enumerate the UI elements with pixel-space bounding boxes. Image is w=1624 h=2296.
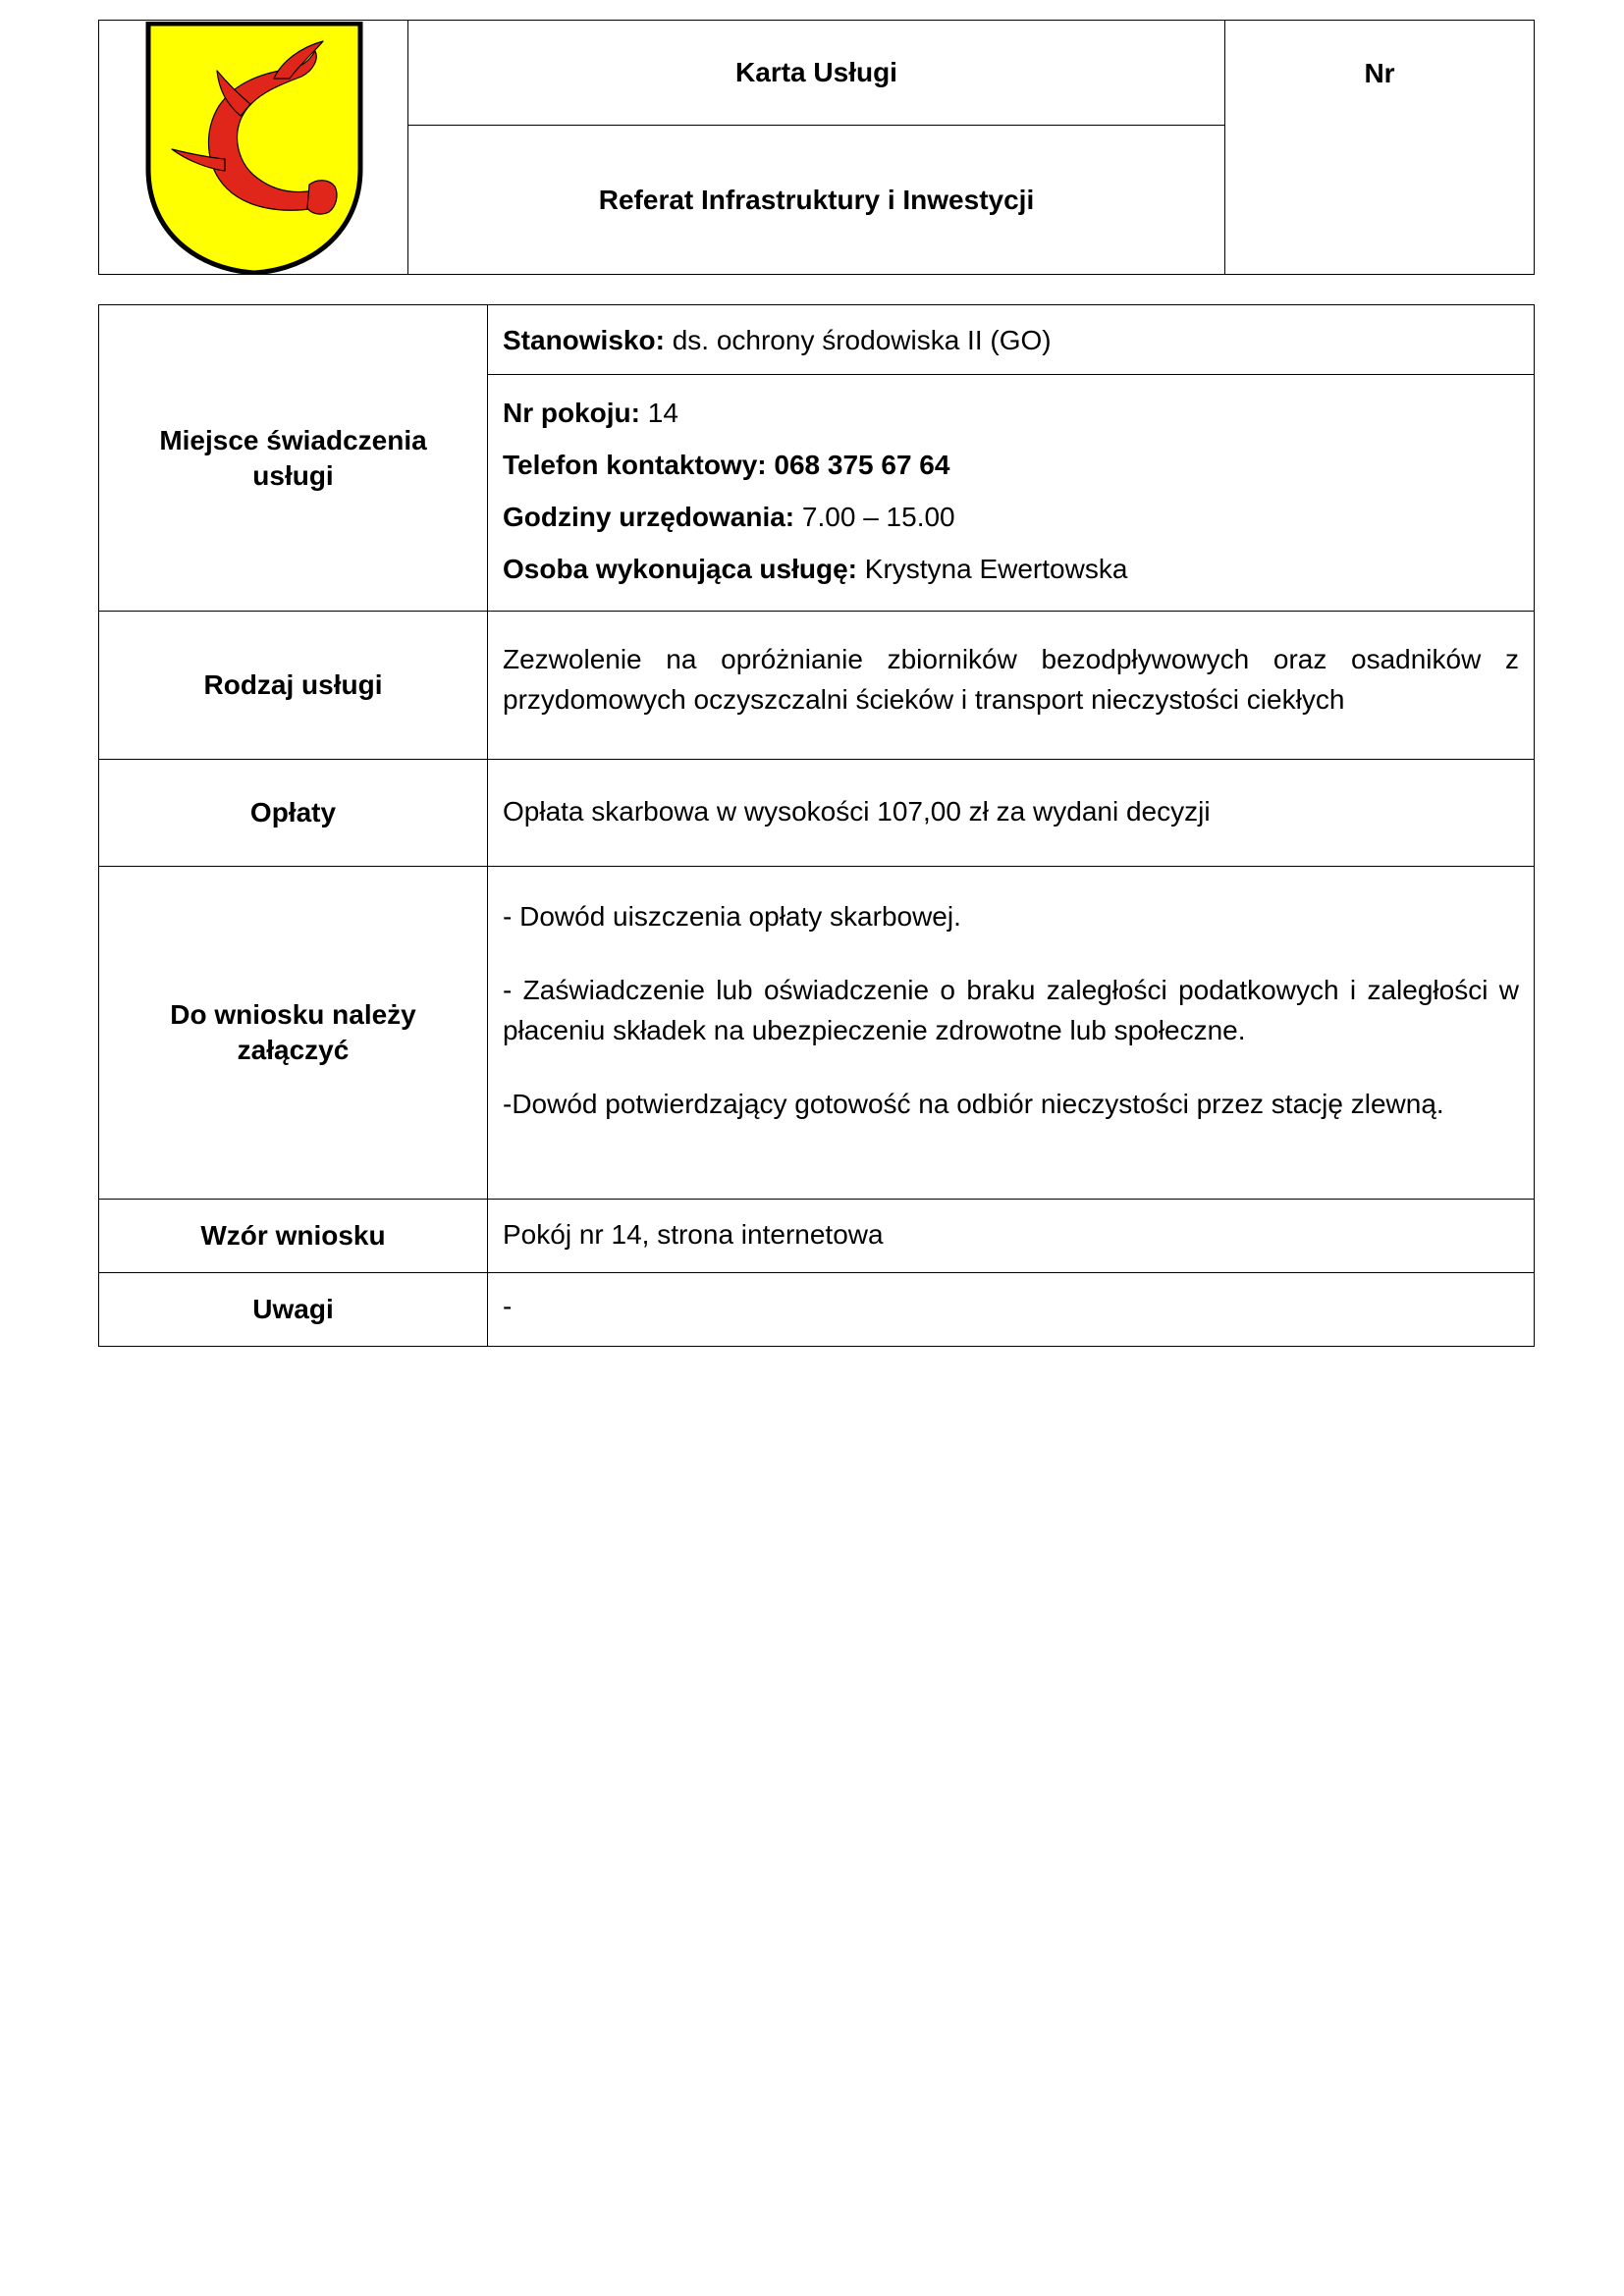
- list-item: - Dowód uiszczenia opłaty skarbowej.: [503, 901, 961, 932]
- label-wzor-text: Wzór wniosku: [200, 1220, 386, 1251]
- godziny-line: [503, 491, 1519, 543]
- coat-of-arms-antler-icon: [144, 22, 364, 275]
- logo-cell: [99, 21, 408, 274]
- stanowisko-key: Stanowisko:: [503, 324, 665, 355]
- pokoj-line: [503, 387, 1519, 439]
- label-rodzaj: [99, 612, 488, 760]
- osoba-value: Krystyna Ewertowska: [856, 554, 1128, 584]
- label-zalaczniki: [99, 867, 488, 1200]
- header-table: [98, 20, 1535, 275]
- label-oplaty: [99, 760, 488, 867]
- nr-label: Nr: [1364, 57, 1395, 88]
- table-row-zalaczniki: [99, 867, 1535, 1200]
- stanowisko-value: ds. ochrony środowiska II (GO): [664, 324, 1052, 355]
- osoba-line: [503, 543, 1519, 595]
- pokoj-value: 14: [640, 398, 678, 428]
- value-miejsce: [488, 305, 1535, 612]
- list-item: - Zaświadczenie lub oświadczenie o braku zaległości podatkowych i zaległości w płaceniu składek na ubezpieczenie zdrowotne lub społeczne.: [503, 975, 1519, 1045]
- label-miejsce: [99, 305, 488, 612]
- contact-block: [488, 375, 1534, 611]
- telefon-text: Telefon kontaktowy: 068 375 67 64: [503, 450, 950, 480]
- godziny-key: Godziny urzędowania:: [503, 502, 795, 532]
- uwagi-text: -: [503, 1290, 513, 1321]
- list-item: -Dowód potwierdzający gotowość na odbiór nieczystości przez stację zlewną.: [503, 1089, 1444, 1119]
- label-oplaty-text: Opłaty: [249, 797, 337, 828]
- table-row-wzor: [99, 1200, 1535, 1273]
- table-row-rodzaj: [99, 612, 1535, 760]
- wzor-text: Pokój nr 14, strona internetowa: [503, 1218, 884, 1250]
- label-zalaczniki-text: Do wniosku należy załączyć: [170, 999, 416, 1065]
- service-table: [98, 304, 1535, 1347]
- value-rodzaj: [488, 612, 1535, 760]
- value-zalaczniki: [488, 867, 1535, 1200]
- label-uwagi-text: Uwagi: [252, 1294, 334, 1324]
- telefon-line: [503, 439, 1519, 491]
- osoba-key: Osoba wykonująca usługę:: [503, 554, 857, 584]
- table-row-uwagi: [99, 1273, 1535, 1347]
- value-oplaty: [488, 760, 1535, 867]
- oplaty-text: Opłata skarbowa w wysokości 107,00 zł za wydani decyzji: [503, 795, 1211, 827]
- godziny-value: 7.00 – 15.00: [794, 502, 955, 532]
- rodzaj-text: Zezwolenie na opróżnianie zbiorników bezodpływowych oraz osadników z przydomowych oczyszczalni ścieków i transport nieczystości ciekłych: [503, 644, 1519, 715]
- label-rodzaj-text: Rodzaj usługi: [203, 669, 383, 700]
- value-uwagi: [488, 1273, 1535, 1347]
- nr-cell: [1225, 21, 1534, 126]
- department-title: Referat Infrastruktury i Inwestycji: [598, 184, 1035, 215]
- label-wzor: [99, 1200, 488, 1273]
- value-wzor: [488, 1200, 1535, 1273]
- table-row-miejsce: [99, 305, 1535, 612]
- stanowisko-line: [488, 305, 1534, 375]
- pokoj-key: Nr pokoju:: [503, 398, 640, 428]
- department-cell: [408, 126, 1224, 274]
- label-uwagi: [99, 1273, 488, 1347]
- header-middle: [408, 21, 1225, 274]
- label-miejsce-text: Miejsce świadczenia usługi: [159, 424, 427, 491]
- card-title-cell: [408, 21, 1224, 126]
- table-row-oplaty: [99, 760, 1535, 867]
- card-title: Karta Usługi: [735, 57, 897, 87]
